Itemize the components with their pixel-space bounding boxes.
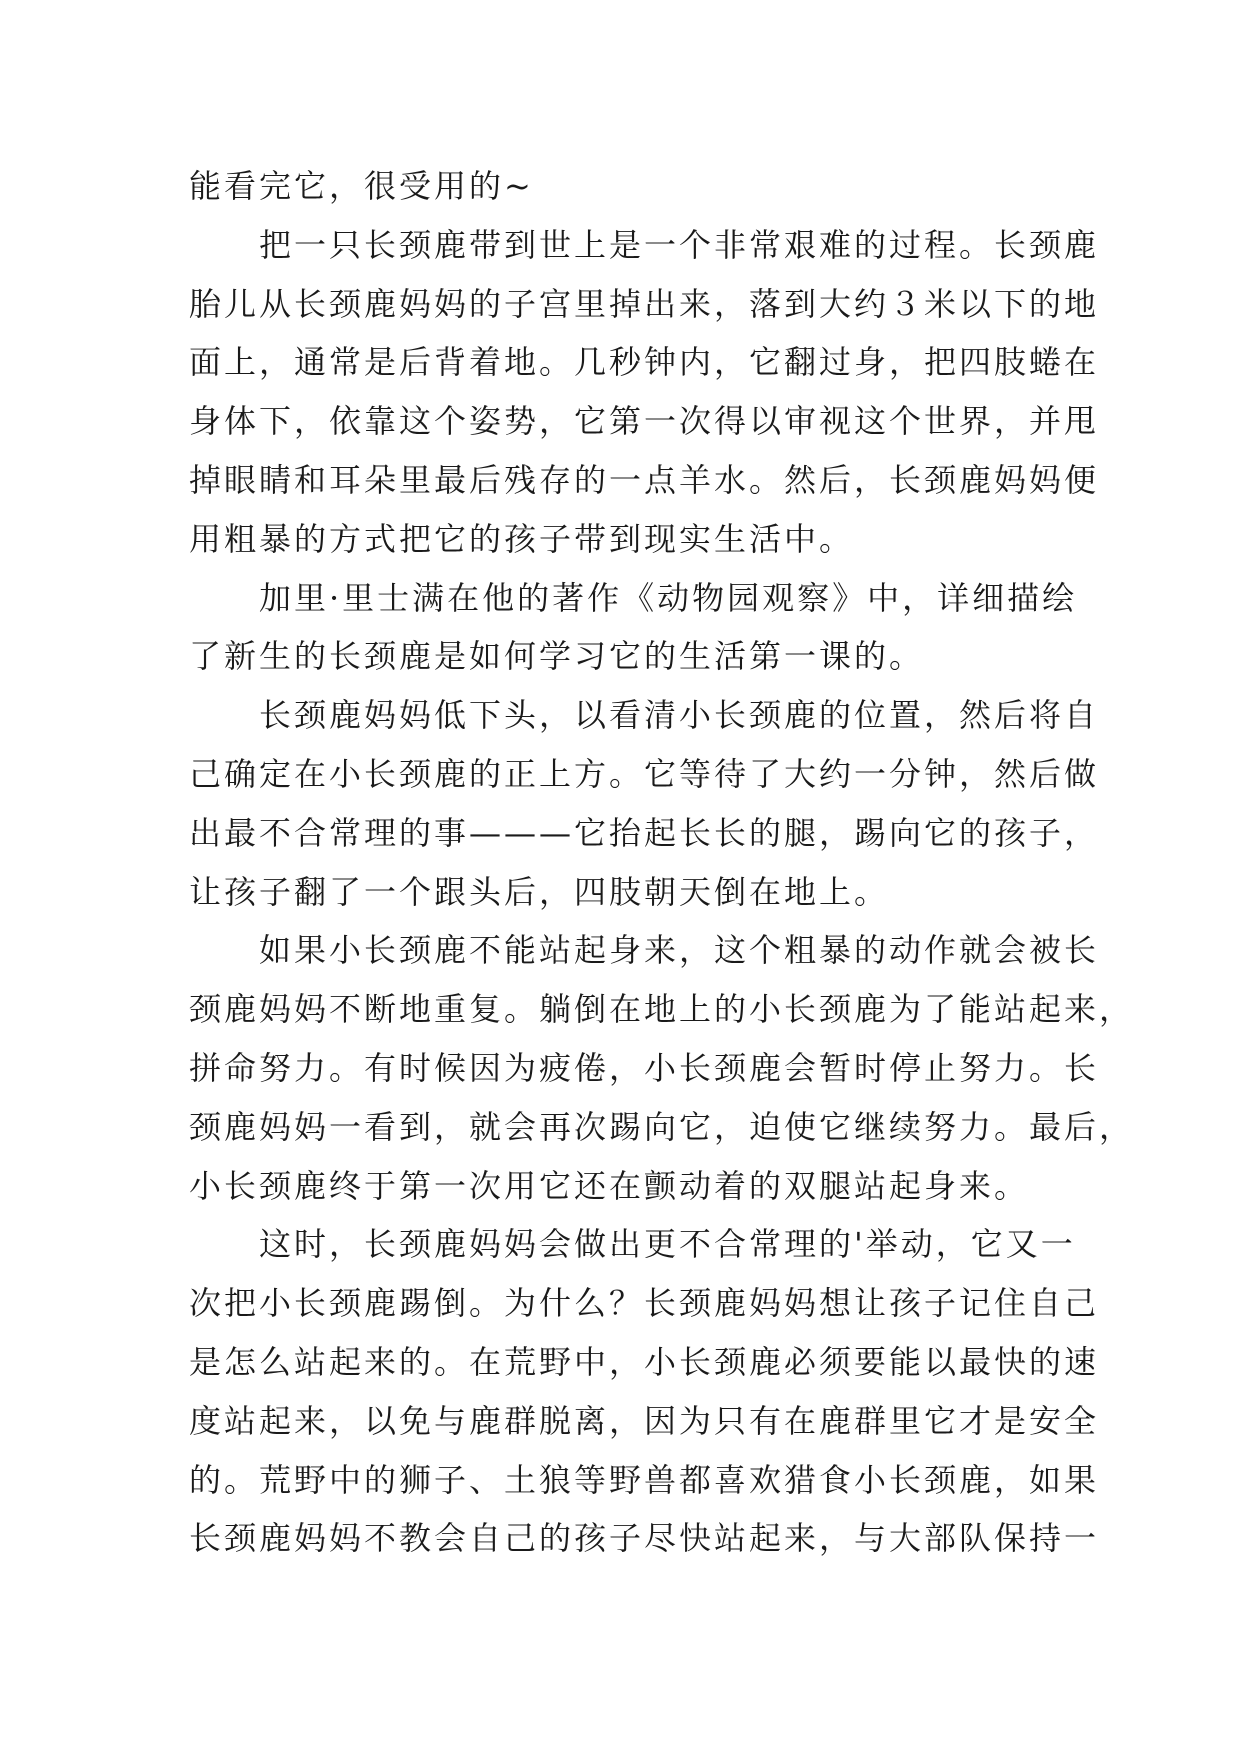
text-line: 颈鹿妈妈一看到，就会再次踢向它，迫使它继续努力。最后， [189,1107,1135,1146]
text-line: 这时，长颈鹿妈妈会做出更不合常理的'举动，它又一 [189,1225,1076,1264]
text-line: 长颈鹿妈妈不教会自己的孩子尽快站起来，与大部队保持一 [189,1519,1100,1558]
text-line: 次把小长颈鹿踢倒。为什么？长颈鹿妈妈想让孩子记住自己 [189,1284,1100,1323]
text-line: 如果小长颈鹿不能站起身来，这个粗暴的动作就会被长 [189,931,1100,970]
text-line: 加里·里士满在他的著作《动物园观察》中，详细描绘 [189,578,1078,617]
text-line: 把一只长颈鹿带到世上是一个非常艰难的过程。长颈鹿 [189,225,1100,264]
text-line: 能看完它，很受用的~ [189,167,534,205]
body-text [189,157,1135,1568]
text-line: 胎儿从长颈鹿妈妈的子宫里掉出来，落到大约３米以下的地 [189,284,1100,323]
text-line: 面上，通常是后背着地。几秒钟内，它翻过身，把四肢蜷在 [189,343,1100,382]
text-line: 度站起来，以免与鹿群脱离，因为只有在鹿群里它才是安全 [189,1401,1100,1440]
text-line: 身体下，依靠这个姿势，它第一次得以审视这个世界，并甩 [189,402,1100,441]
text-line: 的。荒野中的狮子、土狼等野兽都喜欢猎食小长颈鹿，如果 [189,1460,1100,1499]
text-line: 长颈鹿妈妈低下头，以看清小长颈鹿的位置，然后将自 [189,696,1100,735]
text-line: 拼命努力。有时候因为疲倦，小长颈鹿会暂时停止努力。长 [189,1048,1100,1087]
text-line: 是怎么站起来的。在荒野中，小长颈鹿必须要能以最快的速 [189,1342,1100,1381]
text-line: 掉眼睛和耳朵里最后残存的一点羊水。然后，长颈鹿妈妈便 [189,460,1100,499]
text-line: 小长颈鹿终于第一次用它还在颤动着的双腿站起身来。 [189,1166,1030,1205]
text-line: 己确定在小长颈鹿的正上方。它等待了大约一分钟，然后做 [189,754,1100,793]
text-line: 用粗暴的方式把它的孩子带到现实生活中。 [189,519,855,558]
text-line: 出最不合常理的事———它抬起长长的腿，踢向它的孩子， [189,813,1100,852]
text-line: 了新生的长颈鹿是如何学习它的生活第一课的。 [189,637,925,676]
text-line: 让孩子翻了一个跟头后，四肢朝天倒在地上。 [189,872,890,911]
text-line: 颈鹿妈妈不断地重复。躺倒在地上的小长颈鹿为了能站起来， [189,990,1135,1029]
